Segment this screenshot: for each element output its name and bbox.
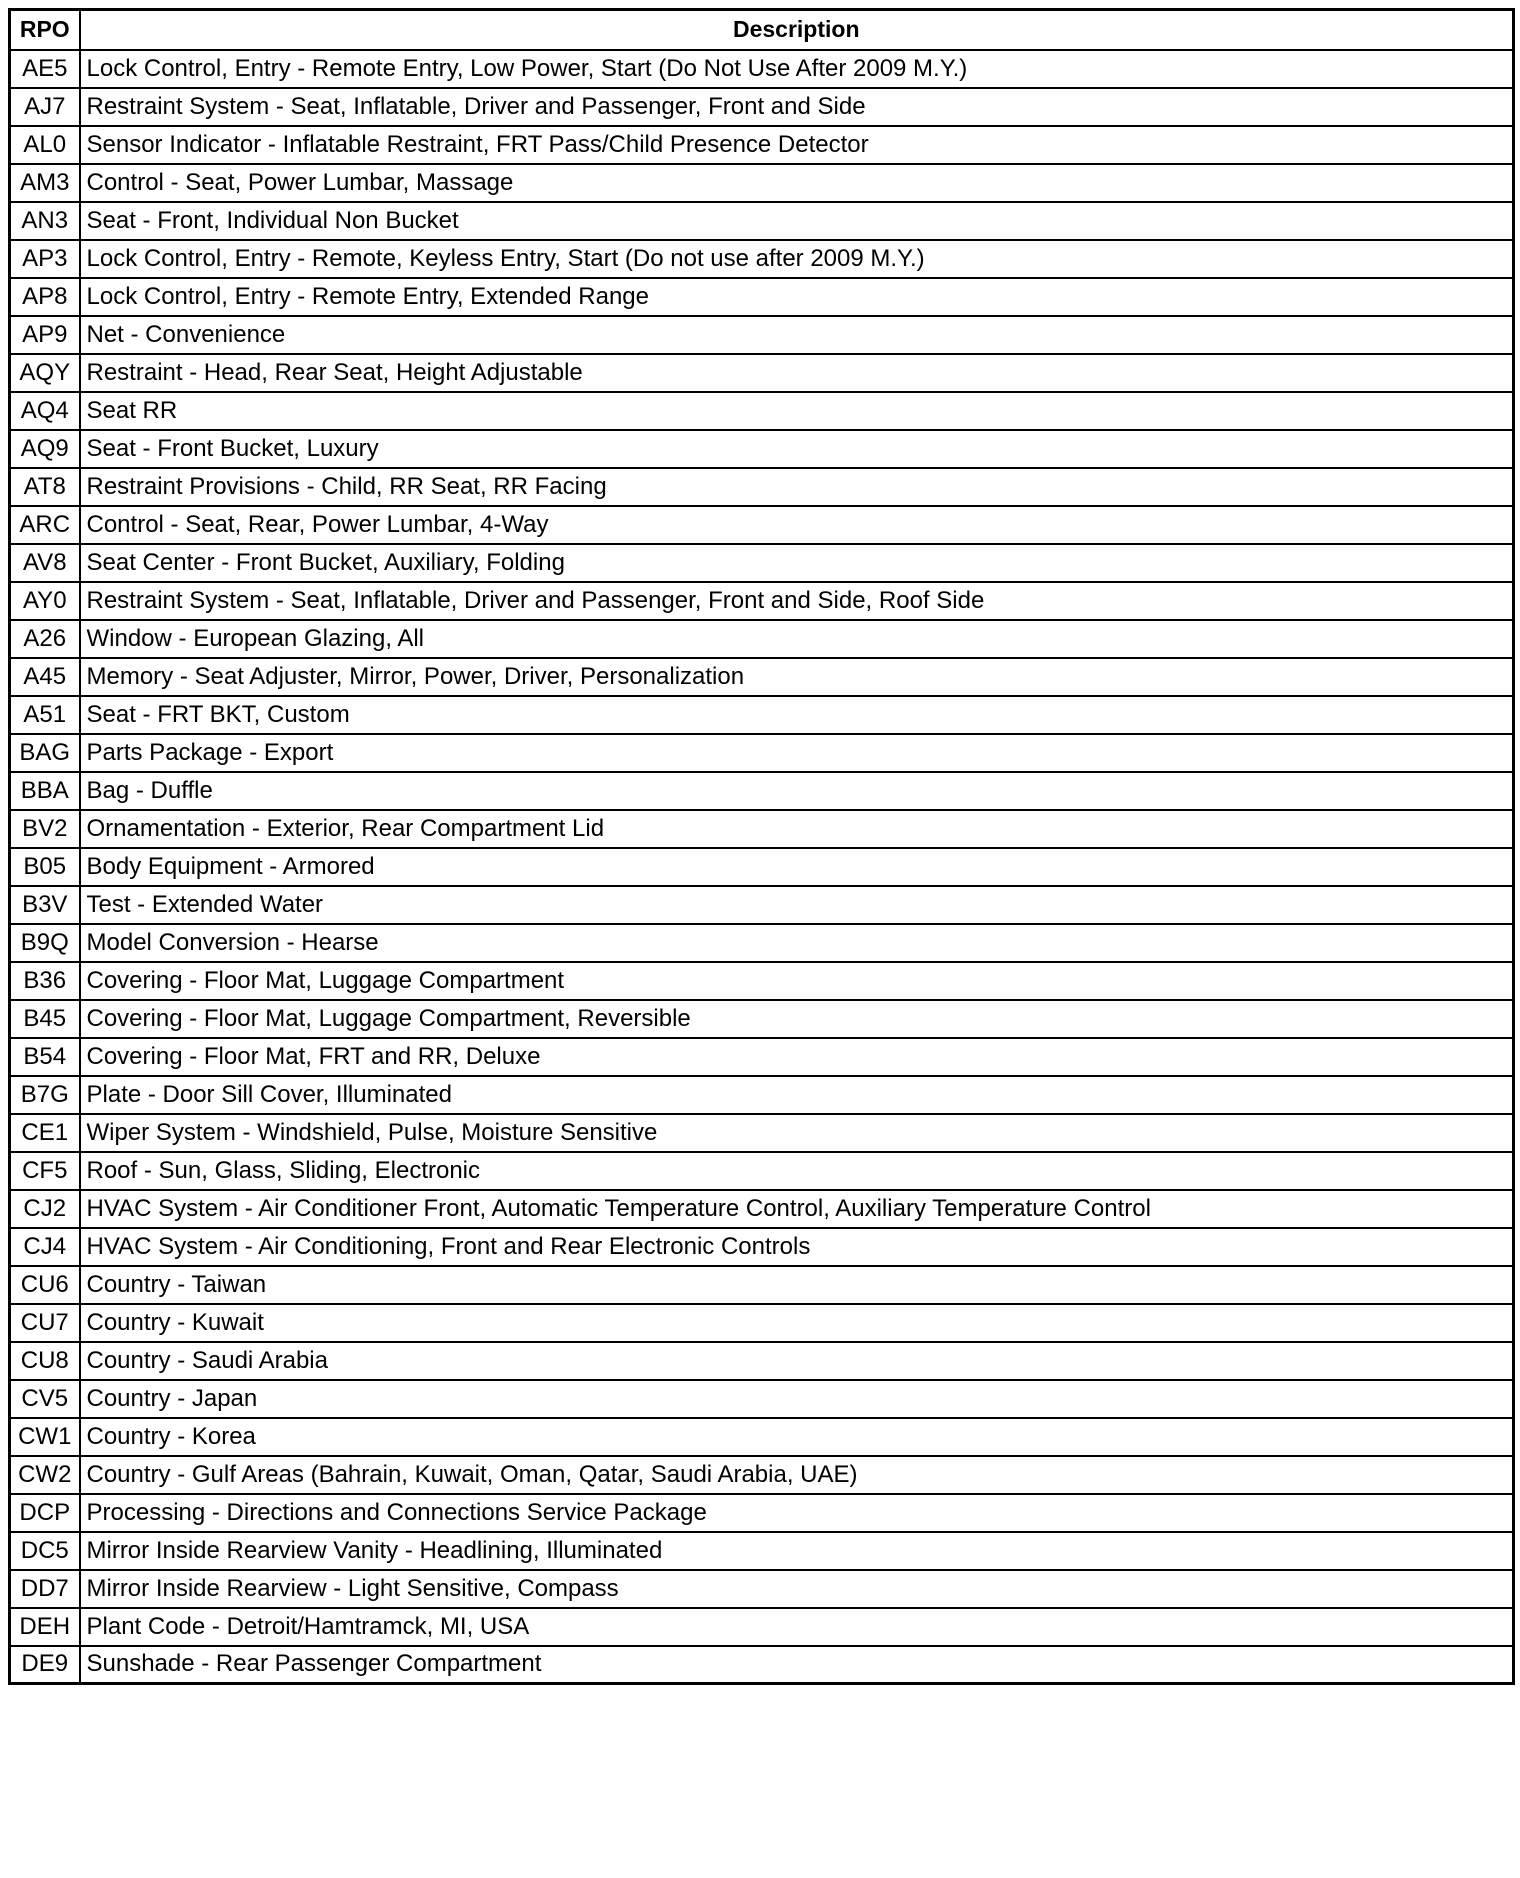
table-row <box>10 1570 1514 1608</box>
table-body <box>10 50 1514 1684</box>
table-row <box>10 620 1514 658</box>
table-row <box>10 392 1514 430</box>
table-row <box>10 1228 1514 1266</box>
description-cell: Processing - Directions and Connections Service Package <box>80 1494 1514 1532</box>
table-row <box>10 1266 1514 1304</box>
description-cell: Plate - Door Sill Cover, Illuminated <box>80 1076 1514 1114</box>
table-row <box>10 506 1514 544</box>
rpo-code-cell: CE1 <box>10 1114 80 1152</box>
rpo-code-cell: CW2 <box>10 1456 80 1494</box>
table-row <box>10 1608 1514 1646</box>
rpo-code-cell: A51 <box>10 696 80 734</box>
description-cell: Restraint Provisions - Child, RR Seat, RR Facing <box>80 468 1514 506</box>
description-cell: Wiper System - Windshield, Pulse, Moisture Sensitive <box>80 1114 1514 1152</box>
rpo-code-cell: BBA <box>10 772 80 810</box>
table-row <box>10 202 1514 240</box>
description-cell: HVAC System - Air Conditioner Front, Automatic Temperature Control, Auxiliary Temperature Control <box>80 1190 1514 1228</box>
rpo-code-cell: AP9 <box>10 316 80 354</box>
table-row <box>10 468 1514 506</box>
description-cell: Country - Korea <box>80 1418 1514 1456</box>
table-row <box>10 544 1514 582</box>
table-row <box>10 810 1514 848</box>
description-cell: Control - Seat, Rear, Power Lumbar, 4-Way <box>80 506 1514 544</box>
table-row <box>10 1076 1514 1114</box>
table-row <box>10 582 1514 620</box>
rpo-code-cell: DCP <box>10 1494 80 1532</box>
rpo-code-cell: AY0 <box>10 582 80 620</box>
description-cell: Country - Taiwan <box>80 1266 1514 1304</box>
rpo-code-cell: B7G <box>10 1076 80 1114</box>
description-cell: Restraint - Head, Rear Seat, Height Adjustable <box>80 354 1514 392</box>
rpo-code-cell: A45 <box>10 658 80 696</box>
rpo-code-cell: B54 <box>10 1038 80 1076</box>
description-cell: Bag - Duffle <box>80 772 1514 810</box>
rpo-code-cell: AV8 <box>10 544 80 582</box>
table-row <box>10 1456 1514 1494</box>
table-row <box>10 278 1514 316</box>
table-row <box>10 1114 1514 1152</box>
description-cell: Seat - Front, Individual Non Bucket <box>80 202 1514 240</box>
table-row <box>10 126 1514 164</box>
table-row <box>10 88 1514 126</box>
description-cell: Window - European Glazing, All <box>80 620 1514 658</box>
rpo-code-cell: B3V <box>10 886 80 924</box>
rpo-code-cell: CF5 <box>10 1152 80 1190</box>
rpo-code-cell: AQ9 <box>10 430 80 468</box>
table-row <box>10 924 1514 962</box>
description-cell: Net - Convenience <box>80 316 1514 354</box>
rpo-code-cell: AJ7 <box>10 88 80 126</box>
header-description: Description <box>80 10 1514 50</box>
table-row <box>10 962 1514 1000</box>
table-row <box>10 658 1514 696</box>
table-row <box>10 1380 1514 1418</box>
description-cell: Seat - Front Bucket, Luxury <box>80 430 1514 468</box>
description-cell: Plant Code - Detroit/Hamtramck, MI, USA <box>80 1608 1514 1646</box>
rpo-code-cell: CU8 <box>10 1342 80 1380</box>
description-cell: Sensor Indicator - Inflatable Restraint, FRT Pass/Child Presence Detector <box>80 126 1514 164</box>
rpo-code-cell: ARC <box>10 506 80 544</box>
rpo-code-cell: A26 <box>10 620 80 658</box>
table-row <box>10 1494 1514 1532</box>
description-cell: Lock Control, Entry - Remote Entry, Low Power, Start (Do Not Use After 2009 M.Y.) <box>80 50 1514 88</box>
rpo-code-cell: CU7 <box>10 1304 80 1342</box>
rpo-code-cell: BAG <box>10 734 80 772</box>
table-row <box>10 696 1514 734</box>
table-row <box>10 1342 1514 1380</box>
rpo-code-cell: DE9 <box>10 1646 80 1684</box>
description-cell: Restraint System - Seat, Inflatable, Driver and Passenger, Front and Side <box>80 88 1514 126</box>
table-row <box>10 240 1514 278</box>
rpo-code-cell: AE5 <box>10 50 80 88</box>
table-row <box>10 1646 1514 1684</box>
table-row <box>10 886 1514 924</box>
description-cell: Seat - FRT BKT, Custom <box>80 696 1514 734</box>
table-row <box>10 734 1514 772</box>
rpo-code-cell: DD7 <box>10 1570 80 1608</box>
rpo-code-cell: B45 <box>10 1000 80 1038</box>
description-cell: Country - Gulf Areas (Bahrain, Kuwait, Oman, Qatar, Saudi Arabia, UAE) <box>80 1456 1514 1494</box>
rpo-code-cell: DEH <box>10 1608 80 1646</box>
rpo-code-cell: CJ2 <box>10 1190 80 1228</box>
rpo-code-cell: B9Q <box>10 924 80 962</box>
description-cell: Restraint System - Seat, Inflatable, Driver and Passenger, Front and Side, Roof Side <box>80 582 1514 620</box>
rpo-code-cell: BV2 <box>10 810 80 848</box>
table-row <box>10 772 1514 810</box>
rpo-code-cell: AQY <box>10 354 80 392</box>
description-cell: Memory - Seat Adjuster, Mirror, Power, Driver, Personalization <box>80 658 1514 696</box>
rpo-table <box>8 8 1515 1685</box>
table-row <box>10 50 1514 88</box>
rpo-code-cell: AQ4 <box>10 392 80 430</box>
table-row <box>10 430 1514 468</box>
description-cell: Sunshade - Rear Passenger Compartment <box>80 1646 1514 1684</box>
table-row <box>10 164 1514 202</box>
rpo-code-cell: B36 <box>10 962 80 1000</box>
rpo-code-cell: AN3 <box>10 202 80 240</box>
table-row <box>10 1418 1514 1456</box>
description-cell: Country - Kuwait <box>80 1304 1514 1342</box>
description-cell: Lock Control, Entry - Remote Entry, Extended Range <box>80 278 1514 316</box>
table-row <box>10 1000 1514 1038</box>
table-row <box>10 1532 1514 1570</box>
description-cell: Parts Package - Export <box>80 734 1514 772</box>
table-row <box>10 1190 1514 1228</box>
table-header-row <box>10 10 1514 50</box>
header-rpo: RPO <box>10 10 80 50</box>
description-cell: Country - Japan <box>80 1380 1514 1418</box>
table-row <box>10 1152 1514 1190</box>
rpo-code-cell: B05 <box>10 848 80 886</box>
description-cell: Seat Center - Front Bucket, Auxiliary, Folding <box>80 544 1514 582</box>
description-cell: Roof - Sun, Glass, Sliding, Electronic <box>80 1152 1514 1190</box>
rpo-code-cell: CV5 <box>10 1380 80 1418</box>
description-cell: Seat RR <box>80 392 1514 430</box>
rpo-code-cell: AL0 <box>10 126 80 164</box>
rpo-code-cell: AT8 <box>10 468 80 506</box>
table-row <box>10 354 1514 392</box>
rpo-code-cell: CU6 <box>10 1266 80 1304</box>
description-cell: Covering - Floor Mat, FRT and RR, Deluxe <box>80 1038 1514 1076</box>
description-cell: Ornamentation - Exterior, Rear Compartment Lid <box>80 810 1514 848</box>
description-cell: Model Conversion - Hearse <box>80 924 1514 962</box>
description-cell: Mirror Inside Rearview Vanity - Headlining, Illuminated <box>80 1532 1514 1570</box>
description-cell: Control - Seat, Power Lumbar, Massage <box>80 164 1514 202</box>
description-cell: Body Equipment - Armored <box>80 848 1514 886</box>
description-cell: Test - Extended Water <box>80 886 1514 924</box>
description-cell: Mirror Inside Rearview - Light Sensitive, Compass <box>80 1570 1514 1608</box>
description-cell: Country - Saudi Arabia <box>80 1342 1514 1380</box>
rpo-code-cell: AP3 <box>10 240 80 278</box>
rpo-code-cell: DC5 <box>10 1532 80 1570</box>
description-cell: HVAC System - Air Conditioning, Front and Rear Electronic Controls <box>80 1228 1514 1266</box>
rpo-code-cell: AM3 <box>10 164 80 202</box>
table-row <box>10 848 1514 886</box>
table-row <box>10 1038 1514 1076</box>
description-cell: Covering - Floor Mat, Luggage Compartment <box>80 962 1514 1000</box>
rpo-code-cell: CJ4 <box>10 1228 80 1266</box>
description-cell: Covering - Floor Mat, Luggage Compartment, Reversible <box>80 1000 1514 1038</box>
description-cell: Lock Control, Entry - Remote, Keyless Entry, Start (Do not use after 2009 M.Y.) <box>80 240 1514 278</box>
rpo-code-cell: AP8 <box>10 278 80 316</box>
table-row <box>10 316 1514 354</box>
rpo-code-cell: CW1 <box>10 1418 80 1456</box>
table-row <box>10 1304 1514 1342</box>
